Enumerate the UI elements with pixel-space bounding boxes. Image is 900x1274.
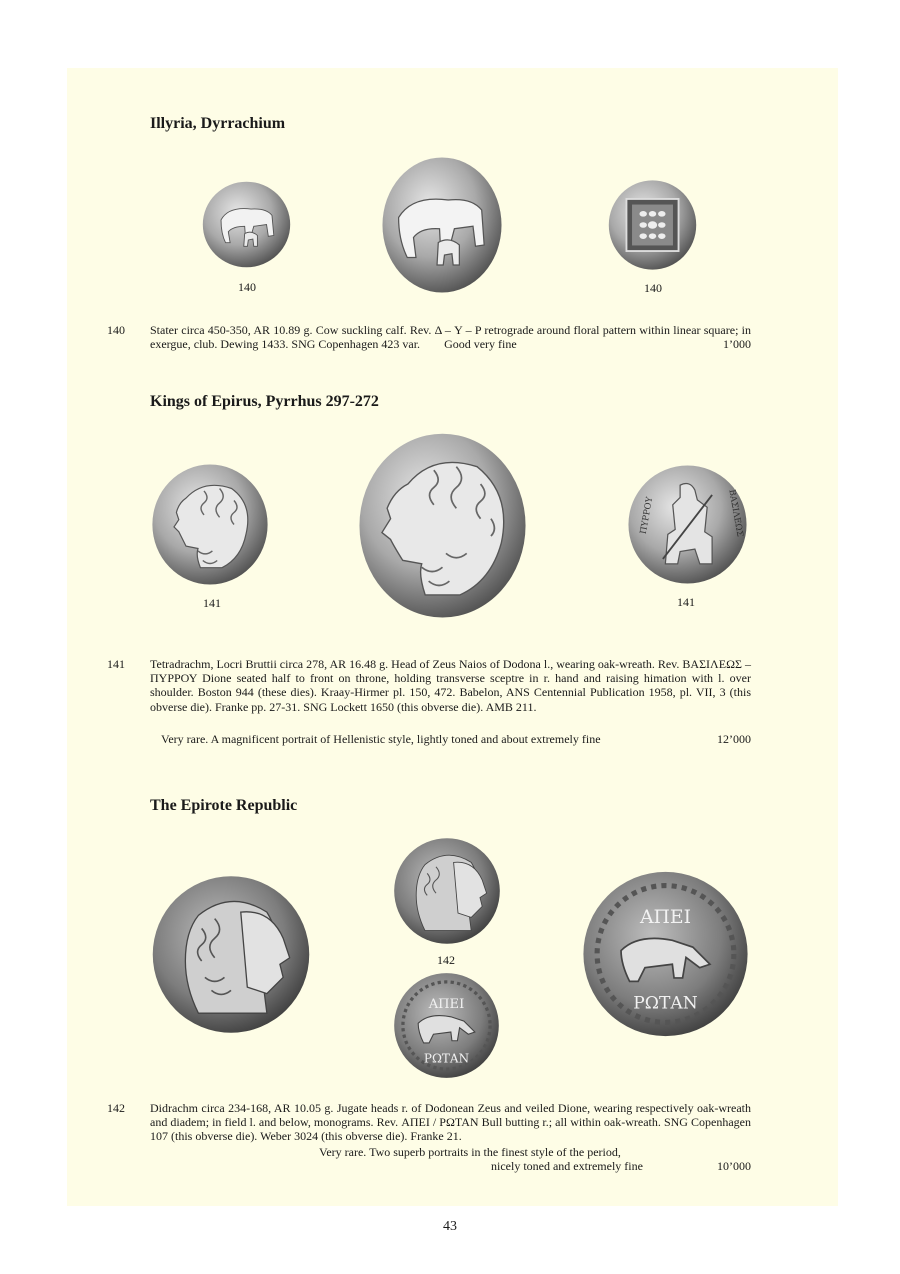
coin-enlarged-image [356,432,529,621]
coin-enlarged-image [149,873,313,1036]
coin-reverse-image [626,463,749,586]
seated-dione-icon [626,463,749,586]
section-heading: The Epirote Republic [150,797,298,814]
section-heading: Illyria, Dyrrachium [150,115,286,132]
coin-reverse-image [391,971,502,1080]
coin-legend-text: ΒΑΣΙΛΕΩΣ [726,488,745,538]
lot-number: 141 [107,657,125,671]
lot-grade: nicely toned and extremely fine [491,1159,643,1173]
lot-description: Tetradrachm, Locri Bruttii circa 278, AR 16.48 g. Head of Zeus Naios of Dodona l., wearing oak-wreath. Rev. ΒΑΣΙΛΕΩΣ – ΠΥΡΡΟΥ Dione seated half to front on throne, holding transverse sceptre in r. hand and raising himation with l. over shoulder. Boston 944 (these dies). Kraay-Hirmer pl. 150, 472. Babelon, ANS Centennial Publication 1958, pl. VII, 3 (this obverse die). Franke pp. 27-31. SNG Lockett 1650 (this obverse die). AMB 211. [150,657,751,714]
coin-legend-text: ΠΥΡΡΟΥ [638,496,656,535]
lot-price: 10’000 [717,1159,751,1173]
coin-obverse-image [200,179,293,270]
lot-description [150,323,751,351]
lot-price: 12’000 [717,732,751,746]
lot-description: Didrachm circa 234-168, AR 10.05 g. Jugate heads r. of Dodonean Zeus and veiled Dione, wearing respectively oak-wreath and diadem; in field l. and below, monograms. Rev. ΑΠΕΙ / ΡΩΤΑΝ Bull butting r.; all within oak-wreath. SNG Copenhagen 107 (this obverse die). Weber 3024 (this obverse die). Franke 21. [150,1101,751,1144]
coin-legend-bottom: ΡΩΤΑΝ [633,993,698,1014]
zeus-head-enlarged-icon [356,432,529,621]
jugate-heads-enlarged-icon [149,873,313,1036]
coin-obverse-image [150,462,270,587]
description-text: Stater circa 450-350, AR 10.89 g. Cow suckling calf. Rev. Δ – Y – P retrograde around floral pattern within linear square; in exergue, club. Dewing 1433. SNG Copenhagen 423 var. [150,323,751,352]
section-heading: Kings of Epirus, Pyrrhus 297-272 [150,393,379,410]
bull-butting-icon [391,971,502,1080]
lot-grade: Very rare. Two superb portraits in the finest style of the period, [319,1145,621,1159]
coin-enlarged-image [380,155,504,295]
coin-reverse-image [606,176,699,274]
coin-obverse-image [392,835,502,947]
lot-price: 1’000 [723,337,751,351]
cow-coin-icon [200,179,293,270]
lot-number: 140 [107,323,125,337]
jugate-heads-icon [392,835,502,947]
page-number: 43 [443,1219,457,1234]
coin-label: 140 [238,280,256,294]
coin-label: 142 [437,953,455,967]
coin-legend-top: ΑΠΕΙ [428,997,465,1013]
coin-legend-top: ΑΠΕΙ [639,907,692,929]
lot-grade: Very rare. A magnificent portrait of Hellenistic style, lightly toned and about extremely fine [161,732,601,746]
floral-pattern-icon [606,176,699,274]
coin-label: 140 [644,281,662,295]
coin-label: 141 [203,596,221,610]
coin-legend-bottom: ΡΩΤΑΝ [423,1051,470,1066]
cow-coin-enlarged-icon [380,155,504,295]
lot-grade: Good very fine [444,337,517,352]
zeus-head-icon [150,462,270,587]
lot-number: 142 [107,1101,125,1115]
bull-butting-enlarged-icon [580,867,751,1041]
coin-enlarged-image [580,867,751,1041]
coin-label: 141 [677,595,695,609]
